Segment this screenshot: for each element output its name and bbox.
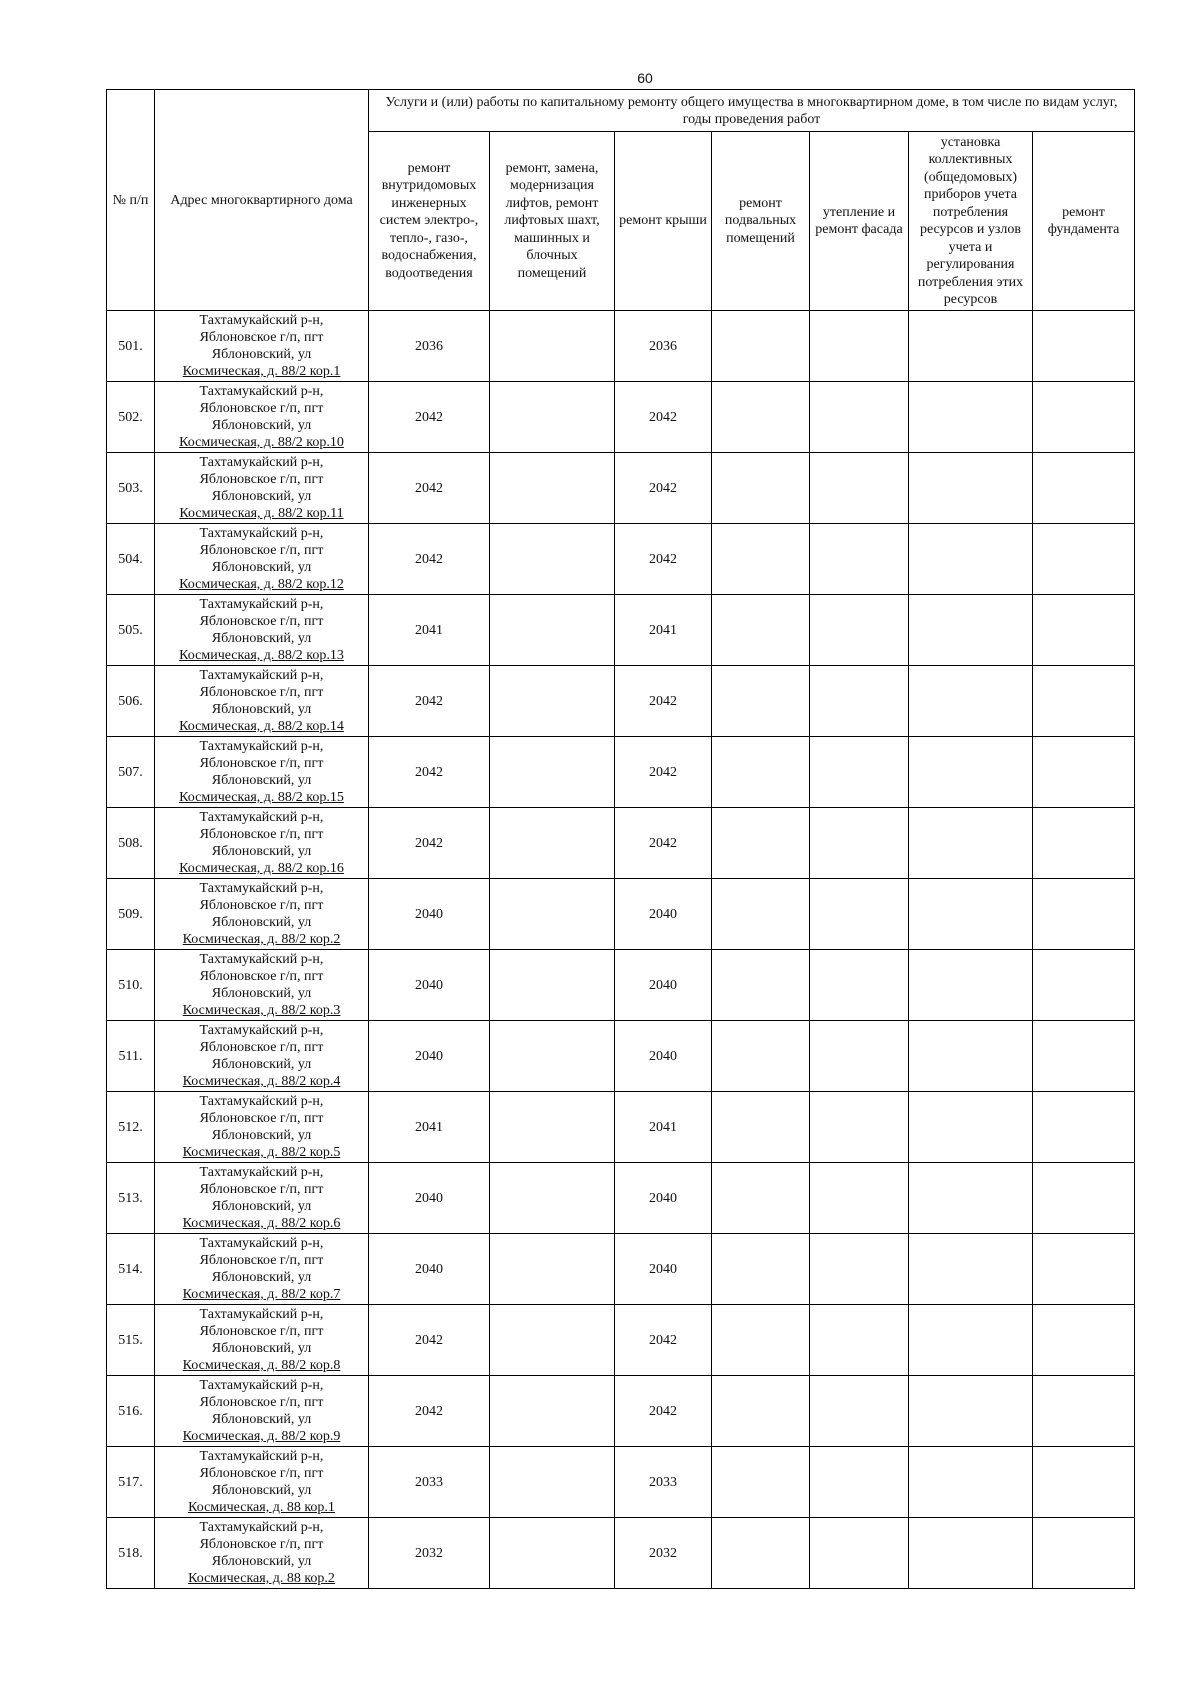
address-line: Яблоновский, ул <box>211 915 312 930</box>
address-cell <box>155 382 369 453</box>
address-cell <box>155 950 369 1021</box>
address-line: Тахтамукайский р-н, <box>199 810 324 825</box>
cell-foundation <box>1033 737 1135 808</box>
address-line: Космическая, д. 88/2 кор.8 <box>182 1358 341 1373</box>
row-number: 513. <box>107 1163 155 1234</box>
cell-engineering: 2040 <box>369 1021 490 1092</box>
table-row <box>107 1518 1135 1589</box>
address-line: Яблоновское г/п, пгт <box>199 1182 324 1197</box>
address-line: Яблоновское г/п, пгт <box>199 1040 324 1055</box>
cell-roof: 2042 <box>615 737 712 808</box>
address-cell <box>155 1518 369 1589</box>
cell-engineering: 2041 <box>369 1092 490 1163</box>
address-line: Яблоновское г/п, пгт <box>199 827 324 842</box>
address-line: Яблоновский, ул <box>211 702 312 717</box>
cell-meters <box>909 382 1033 453</box>
cell-facade <box>810 879 909 950</box>
cell-lifts <box>490 595 615 666</box>
address-line: Тахтамукайский р-н, <box>199 881 324 896</box>
cell-foundation <box>1033 1376 1135 1447</box>
address-line: Яблоновский, ул <box>211 1483 312 1498</box>
cell-facade <box>810 808 909 879</box>
table-row <box>107 1376 1135 1447</box>
header-engineering: ремонт внутридомовых инженерных систем электро-, тепло-, газо-, водоснабжения, водоотведения <box>369 132 490 311</box>
cell-basement <box>712 1518 810 1589</box>
cell-roof: 2042 <box>615 453 712 524</box>
address-line: Космическая, д. 88/2 кор.7 <box>182 1287 341 1302</box>
cell-foundation <box>1033 808 1135 879</box>
cell-basement <box>712 950 810 1021</box>
cell-meters <box>909 1163 1033 1234</box>
cell-lifts <box>490 737 615 808</box>
address-line: Яблоновский, ул <box>211 1199 312 1214</box>
address-line: Яблоновское г/п, пгт <box>199 330 324 345</box>
table-row <box>107 453 1135 524</box>
cell-roof: 2042 <box>615 524 712 595</box>
cell-basement <box>712 524 810 595</box>
address-cell <box>155 1305 369 1376</box>
address-line: Тахтамукайский р-н, <box>199 1378 324 1393</box>
cell-engineering: 2042 <box>369 524 490 595</box>
cell-lifts <box>490 950 615 1021</box>
address-cell <box>155 453 369 524</box>
address-line: Яблоновское г/п, пгт <box>199 401 324 416</box>
cell-basement <box>712 595 810 666</box>
address-line: Яблоновский, ул <box>211 1270 312 1285</box>
address-line: Яблоновское г/п, пгт <box>199 1111 324 1126</box>
cell-roof: 2032 <box>615 1518 712 1589</box>
cell-facade <box>810 737 909 808</box>
address-line: Яблоновский, ул <box>211 1057 312 1072</box>
cell-foundation <box>1033 382 1135 453</box>
cell-basement <box>712 879 810 950</box>
cell-foundation <box>1033 1021 1135 1092</box>
cell-basement <box>712 1305 810 1376</box>
cell-meters <box>909 311 1033 382</box>
cell-engineering: 2042 <box>369 382 490 453</box>
cell-engineering: 2040 <box>369 950 490 1021</box>
cell-basement <box>712 1447 810 1518</box>
cell-roof: 2040 <box>615 1163 712 1234</box>
cell-lifts <box>490 1447 615 1518</box>
address-line: Тахтамукайский р-н, <box>199 1449 324 1464</box>
table-row <box>107 737 1135 808</box>
header-lifts: ремонт, замена, модернизация лифтов, ремонт лифтовых шахт, машинных и блочных помещений <box>490 132 615 311</box>
cell-engineering: 2042 <box>369 808 490 879</box>
address-line: Яблоновское г/п, пгт <box>199 969 324 984</box>
row-number: 518. <box>107 1518 155 1589</box>
address-cell <box>155 1092 369 1163</box>
cell-foundation <box>1033 453 1135 524</box>
cell-roof: 2040 <box>615 1234 712 1305</box>
cell-lifts <box>490 1092 615 1163</box>
cell-lifts <box>490 453 615 524</box>
row-number: 501. <box>107 311 155 382</box>
address-line: Яблоновское г/п, пгт <box>199 614 324 629</box>
address-line: Космическая, д. 88/2 кор.12 <box>179 577 344 592</box>
address-line: Тахтамукайский р-н, <box>199 1520 324 1535</box>
cell-foundation <box>1033 950 1135 1021</box>
cell-foundation <box>1033 524 1135 595</box>
cell-meters <box>909 1092 1033 1163</box>
cell-basement <box>712 453 810 524</box>
cell-engineering: 2042 <box>369 453 490 524</box>
cell-facade <box>810 1305 909 1376</box>
row-number: 502. <box>107 382 155 453</box>
row-number: 515. <box>107 1305 155 1376</box>
address-line: Яблоновский, ул <box>211 489 312 504</box>
address-cell <box>155 1163 369 1234</box>
address-cell <box>155 524 369 595</box>
address-line: Космическая, д. 88/2 кор.3 <box>182 1003 341 1018</box>
address-line: Тахтамукайский р-н, <box>199 597 324 612</box>
table-row <box>107 1305 1135 1376</box>
address-line: Яблоновский, ул <box>211 1554 312 1569</box>
address-line: Космическая, д. 88/2 кор.9 <box>182 1429 341 1444</box>
address-line: Тахтамукайский р-н, <box>199 1307 324 1322</box>
cell-facade <box>810 1021 909 1092</box>
table-row <box>107 808 1135 879</box>
cell-lifts <box>490 1021 615 1092</box>
header-meters: установка коллективных (общедомовых) приборов учета потребления ресурсов и узлов учета и регулирования потребления этих ресурсов <box>909 132 1033 311</box>
cell-roof: 2042 <box>615 1376 712 1447</box>
cell-meters <box>909 1234 1033 1305</box>
cell-lifts <box>490 666 615 737</box>
cell-roof: 2040 <box>615 950 712 1021</box>
cell-roof: 2040 <box>615 879 712 950</box>
cell-facade <box>810 1447 909 1518</box>
cell-foundation <box>1033 1163 1135 1234</box>
address-cell <box>155 808 369 879</box>
cell-meters <box>909 1305 1033 1376</box>
cell-roof: 2042 <box>615 1305 712 1376</box>
header-num: № п/п <box>107 90 155 311</box>
address-line: Космическая, д. 88/2 кор.13 <box>179 648 344 663</box>
cell-roof: 2041 <box>615 1092 712 1163</box>
address-line: Яблоновское г/п, пгт <box>199 756 324 771</box>
address-line: Яблоновское г/п, пгт <box>199 472 324 487</box>
cell-engineering: 2042 <box>369 1305 490 1376</box>
cell-facade <box>810 382 909 453</box>
address-line: Яблоновский, ул <box>211 1341 312 1356</box>
address-line: Тахтамукайский р-н, <box>199 668 324 683</box>
address-cell <box>155 311 369 382</box>
cell-meters <box>909 1518 1033 1589</box>
address-line: Тахтамукайский р-н, <box>199 1023 324 1038</box>
address-line: Тахтамукайский р-н, <box>199 739 324 754</box>
address-line: Тахтамукайский р-н, <box>199 455 324 470</box>
cell-meters <box>909 808 1033 879</box>
address-line: Космическая, д. 88/2 кор.6 <box>182 1216 341 1231</box>
cell-meters <box>909 1021 1033 1092</box>
address-line: Космическая, д. 88 кор.1 <box>188 1500 335 1515</box>
cell-facade <box>810 1092 909 1163</box>
cell-meters <box>909 737 1033 808</box>
address-line: Космическая, д. 88/2 кор.16 <box>179 861 344 876</box>
cell-lifts <box>490 879 615 950</box>
cell-roof: 2042 <box>615 382 712 453</box>
cell-roof: 2042 <box>615 808 712 879</box>
cell-engineering: 2041 <box>369 595 490 666</box>
row-number: 511. <box>107 1021 155 1092</box>
cell-basement <box>712 1021 810 1092</box>
cell-facade <box>810 1234 909 1305</box>
cell-lifts <box>490 808 615 879</box>
cell-basement <box>712 1234 810 1305</box>
address-line: Космическая, д. 88/2 кор.14 <box>179 719 344 734</box>
address-line: Яблоновский, ул <box>211 631 312 646</box>
cell-basement <box>712 666 810 737</box>
page-number: 60 <box>637 70 653 86</box>
table-row <box>107 666 1135 737</box>
cell-meters <box>909 1376 1033 1447</box>
address-line: Тахтамукайский р-н, <box>199 1165 324 1180</box>
table-row <box>107 311 1135 382</box>
cell-foundation <box>1033 1234 1135 1305</box>
row-number: 512. <box>107 1092 155 1163</box>
address-line: Тахтамукайский р-н, <box>199 384 324 399</box>
cell-meters <box>909 453 1033 524</box>
address-line: Яблоновское г/п, пгт <box>199 1466 324 1481</box>
address-line: Яблоновское г/п, пгт <box>199 898 324 913</box>
cell-meters <box>909 595 1033 666</box>
address-cell <box>155 1376 369 1447</box>
cell-facade <box>810 666 909 737</box>
address-cell <box>155 666 369 737</box>
address-line: Яблоновское г/п, пгт <box>199 1253 324 1268</box>
cell-facade <box>810 1376 909 1447</box>
table-row <box>107 950 1135 1021</box>
row-number: 508. <box>107 808 155 879</box>
cell-lifts <box>490 382 615 453</box>
cell-roof: 2033 <box>615 1447 712 1518</box>
address-line: Яблоновское г/п, пгт <box>199 543 324 558</box>
address-line: Космическая, д. 88/2 кор.1 <box>182 364 341 379</box>
header-basement: ремонт подвальных помещений <box>712 132 810 311</box>
cell-meters <box>909 1447 1033 1518</box>
cell-engineering: 2036 <box>369 311 490 382</box>
cell-facade <box>810 595 909 666</box>
address-line: Яблоновский, ул <box>211 347 312 362</box>
cell-lifts <box>490 1376 615 1447</box>
address-line: Космическая, д. 88/2 кор.2 <box>182 932 341 947</box>
capital-repair-table <box>106 89 1135 1589</box>
header-foundation: ремонт фундамента <box>1033 132 1135 311</box>
cell-basement <box>712 808 810 879</box>
address-line: Яблоновское г/п, пгт <box>199 685 324 700</box>
cell-basement <box>712 382 810 453</box>
cell-basement <box>712 737 810 808</box>
address-line: Яблоновский, ул <box>211 418 312 433</box>
cell-foundation <box>1033 879 1135 950</box>
table-row <box>107 1447 1135 1518</box>
address-line: Яблоновский, ул <box>211 844 312 859</box>
cell-foundation <box>1033 1092 1135 1163</box>
cell-roof: 2041 <box>615 595 712 666</box>
cell-meters <box>909 666 1033 737</box>
header-facade: утепление и ремонт фасада <box>810 132 909 311</box>
cell-engineering: 2032 <box>369 1518 490 1589</box>
cell-facade <box>810 1163 909 1234</box>
cell-lifts <box>490 1518 615 1589</box>
address-line: Яблоновское г/п, пгт <box>199 1324 324 1339</box>
cell-engineering: 2040 <box>369 1163 490 1234</box>
cell-roof: 2042 <box>615 666 712 737</box>
row-number: 510. <box>107 950 155 1021</box>
address-line: Яблоновское г/п, пгт <box>199 1537 324 1552</box>
row-number: 514. <box>107 1234 155 1305</box>
row-number: 506. <box>107 666 155 737</box>
cell-facade <box>810 453 909 524</box>
cell-lifts <box>490 1163 615 1234</box>
address-line: Яблоновский, ул <box>211 1128 312 1143</box>
cell-meters <box>909 524 1033 595</box>
cell-basement <box>712 311 810 382</box>
address-line: Тахтамукайский р-н, <box>199 1236 324 1251</box>
address-line: Тахтамукайский р-н, <box>199 1094 324 1109</box>
address-line: Тахтамукайский р-н, <box>199 526 324 541</box>
address-cell <box>155 1234 369 1305</box>
address-line: Космическая, д. 88/2 кор.5 <box>182 1145 341 1160</box>
cell-engineering: 2042 <box>369 737 490 808</box>
cell-engineering: 2033 <box>369 1447 490 1518</box>
cell-facade <box>810 950 909 1021</box>
cell-facade <box>810 1518 909 1589</box>
table-body <box>107 311 1135 1589</box>
row-number: 517. <box>107 1447 155 1518</box>
cell-engineering: 2042 <box>369 1376 490 1447</box>
cell-foundation <box>1033 666 1135 737</box>
table-row <box>107 382 1135 453</box>
cell-lifts <box>490 1234 615 1305</box>
cell-lifts <box>490 524 615 595</box>
row-number: 505. <box>107 595 155 666</box>
address-cell <box>155 737 369 808</box>
address-line: Космическая, д. 88/2 кор.4 <box>182 1074 341 1089</box>
cell-foundation <box>1033 1305 1135 1376</box>
address-line: Космическая, д. 88/2 кор.11 <box>179 506 344 521</box>
cell-lifts <box>490 311 615 382</box>
cell-basement <box>712 1376 810 1447</box>
address-line: Яблоновское г/п, пгт <box>199 1395 324 1410</box>
cell-meters <box>909 950 1033 1021</box>
address-line: Тахтамукайский р-н, <box>199 313 324 328</box>
row-number: 503. <box>107 453 155 524</box>
cell-basement <box>712 1092 810 1163</box>
address-cell <box>155 595 369 666</box>
cell-basement <box>712 1163 810 1234</box>
row-number: 509. <box>107 879 155 950</box>
table-row <box>107 524 1135 595</box>
cell-foundation <box>1033 595 1135 666</box>
row-number: 504. <box>107 524 155 595</box>
cell-engineering: 2042 <box>369 666 490 737</box>
header-services-title: Услуги и (или) работы по капитальному ремонту общего имущества в многоквартирном доме, в том числе по видам услуг, годы проведения работ <box>369 90 1135 132</box>
table-row <box>107 1234 1135 1305</box>
address-cell <box>155 1447 369 1518</box>
cell-lifts <box>490 1305 615 1376</box>
table-row <box>107 1092 1135 1163</box>
cell-foundation <box>1033 1518 1135 1589</box>
address-line: Космическая, д. 88/2 кор.15 <box>179 790 344 805</box>
address-line: Яблоновский, ул <box>211 560 312 575</box>
cell-foundation <box>1033 1447 1135 1518</box>
table-row <box>107 1163 1135 1234</box>
address-line: Тахтамукайский р-н, <box>199 952 324 967</box>
address-line: Яблоновский, ул <box>211 773 312 788</box>
cell-roof: 2040 <box>615 1021 712 1092</box>
header-roof: ремонт крыши <box>615 132 712 311</box>
row-number: 516. <box>107 1376 155 1447</box>
cell-foundation <box>1033 311 1135 382</box>
address-cell <box>155 879 369 950</box>
header-address: Адрес многоквартирного дома <box>155 90 369 311</box>
address-line: Яблоновский, ул <box>211 1412 312 1427</box>
cell-facade <box>810 524 909 595</box>
cell-engineering: 2040 <box>369 1234 490 1305</box>
address-cell <box>155 1021 369 1092</box>
cell-facade <box>810 311 909 382</box>
cell-roof: 2036 <box>615 311 712 382</box>
table-row <box>107 595 1135 666</box>
address-line: Космическая, д. 88/2 кор.10 <box>179 435 344 450</box>
cell-meters <box>909 879 1033 950</box>
cell-engineering: 2040 <box>369 879 490 950</box>
address-line: Яблоновский, ул <box>211 986 312 1001</box>
address-line: Космическая, д. 88 кор.2 <box>188 1571 335 1586</box>
row-number: 507. <box>107 737 155 808</box>
table-row <box>107 1021 1135 1092</box>
table-row <box>107 879 1135 950</box>
